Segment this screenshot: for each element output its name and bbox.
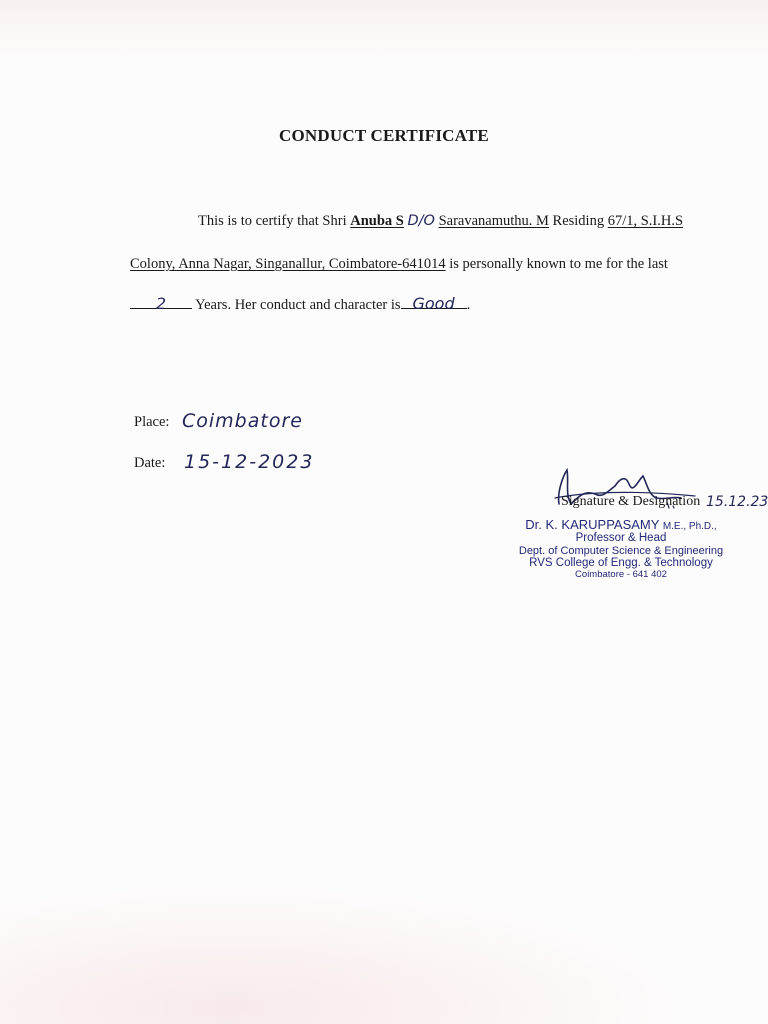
certificate-line-3 (130, 294, 470, 314)
page-tint-bottom (0, 864, 768, 1024)
certificate-line-1 (198, 213, 683, 230)
stamp-designation: Professor & Head (575, 532, 667, 545)
stamp-location: Coimbatore - 641 402 (575, 568, 667, 580)
address-part-1: 67/1, S.I.H.S (607, 213, 684, 229)
place-value: Coimbatore (182, 410, 303, 432)
line2-suffix: is personally known to me for the last (445, 256, 668, 272)
date-label: Date: (134, 455, 166, 471)
address-part-2: Colony, Anna Nagar, Singanallur, Coimbatore-641014 (130, 256, 446, 272)
certificate-line-2 (130, 256, 668, 273)
place-label: Place: (134, 414, 170, 430)
signature-date: 15.12.23 (706, 494, 768, 510)
father-name: Saravanamuthu. M (438, 213, 549, 229)
certificate-title: CONDUCT CERTIFICATE (279, 126, 489, 145)
date-value: 15-12-2023 (184, 451, 315, 473)
residing-label: Residing (548, 213, 608, 229)
stamp-college: RVS College of Engg. & Technology (529, 557, 713, 570)
stamp-qualification: M.E., Ph.D., (662, 521, 717, 532)
stamp-department: Dept. of Computer Science & Engineering (518, 544, 724, 557)
years-blank (130, 294, 192, 313)
line1-prefix: This is to certify that Shri (198, 213, 351, 229)
line3-mid: Years. Her conduct and character is (192, 297, 401, 313)
stamp-name: Dr. K. KARUPPASAMY (525, 517, 660, 532)
character-value: Good (412, 294, 455, 313)
character-blank (401, 294, 467, 313)
page-tint-top (0, 0, 768, 60)
line3-end: . (466, 297, 471, 313)
student-name: Anuba S (350, 213, 404, 229)
stamp-name-line (496, 518, 746, 532)
signature-label: Signature & Designation (561, 494, 701, 509)
relation-text: D/O (407, 213, 435, 229)
official-stamp (496, 518, 746, 580)
years-value: 2 (155, 294, 167, 313)
